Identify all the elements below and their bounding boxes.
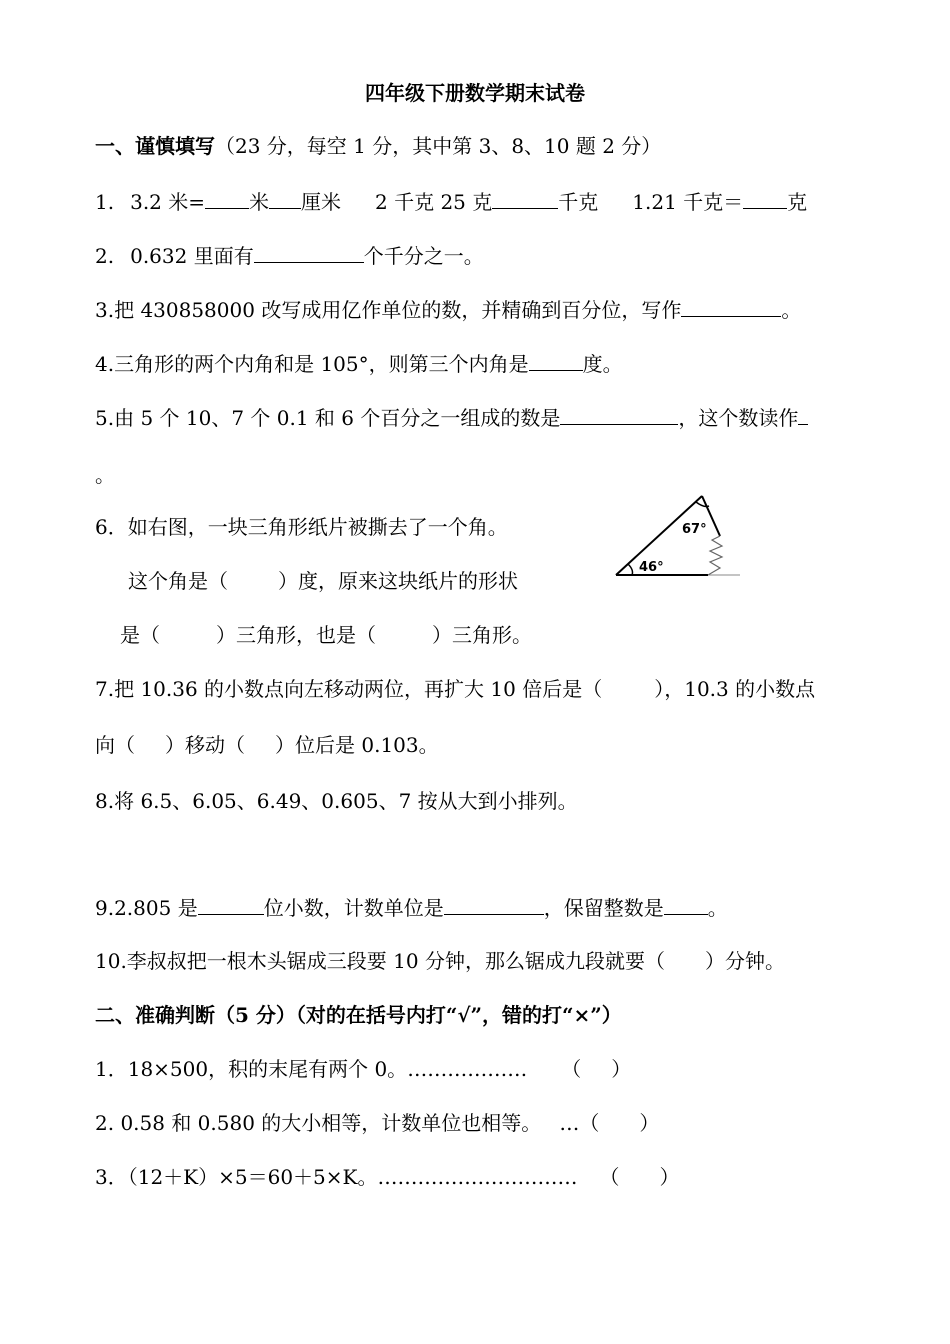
- judge-item-text: 1．18×500，积的末尾有两个 0。: [95, 1057, 408, 1081]
- question-6-line-1: [95, 514, 508, 540]
- dot-leader: ………………: [407, 1057, 528, 1081]
- question-3: [95, 296, 801, 323]
- q5-text-mid: ，这个数读作: [678, 406, 799, 430]
- answer-blank[interactable]: [198, 894, 264, 915]
- q3-text-end: 。: [781, 298, 802, 322]
- section1-heading-label: 一、谨慎填写: [95, 134, 215, 158]
- question-1: [95, 188, 807, 215]
- torn-edge: [708, 536, 722, 575]
- dot-leader: …: [559, 1111, 580, 1135]
- judge-item-text: 3．（12＋K）×5＝60＋5×K。: [95, 1165, 378, 1189]
- q10-text-b: ）分钟。: [704, 949, 785, 973]
- q9-text-a: 9.2.805 是: [95, 896, 198, 920]
- question-10: [95, 948, 785, 974]
- judge-paren-right: ）: [659, 1165, 680, 1189]
- q1-unit-cm: 厘米: [301, 190, 342, 214]
- answer-blank[interactable]: [205, 188, 249, 209]
- q2-number: 2.: [95, 244, 115, 268]
- section1-heading-note: （23 分，每空 1 分，其中第 3、8、10 题 2 分）: [215, 134, 662, 158]
- answer-blank[interactable]: [798, 404, 808, 425]
- q6-text-b: ）度，原来这块纸片的形状: [278, 569, 518, 593]
- answer-blank[interactable]: [681, 296, 781, 317]
- angle-label-top: 67°: [682, 522, 707, 537]
- q7-text-c: 向（: [95, 733, 135, 757]
- judge-item: [95, 1110, 659, 1136]
- question-7-line-1: [95, 676, 815, 702]
- answer-blank[interactable]: [560, 404, 678, 425]
- q7-text-a: 7.把 10.36 的小数点向左移动两位，再扩大 10 倍后是（: [95, 677, 603, 701]
- judge-paren-left: （: [599, 1165, 620, 1189]
- angle-arc-bottom: [628, 564, 633, 575]
- q1-part-b-text: 2 千克 25 克: [375, 190, 493, 214]
- section1-heading: [95, 133, 661, 159]
- page-title: 四年级下册数学期末试卷: [365, 81, 585, 105]
- q1-unit-g: 克: [787, 190, 808, 214]
- q1-part-a-text: 3.2 米=: [130, 190, 206, 214]
- q2-text: 0.632 里面有: [130, 244, 254, 268]
- q10-text-a: 10.李叔叔把一根木头锯成三段要 10 分钟，那么锯成九段就要（: [95, 949, 665, 973]
- answer-blank[interactable]: [492, 188, 558, 209]
- question-7-line-2: [95, 732, 439, 758]
- q7-text-d: ）移动（: [165, 733, 245, 757]
- q5-text-end: 。: [95, 463, 115, 487]
- q8-text: 8.将 6.5、6.05、6.49、0.605、7 按从大到小排列。: [95, 789, 578, 813]
- question-5: [95, 404, 808, 431]
- question-8: [95, 788, 578, 814]
- section2-heading: 二、准确判断（5 分）（对的在括号内打“√”，错的打“×”）: [95, 1003, 622, 1027]
- q9-text-end: 。: [707, 896, 728, 920]
- judge-paren-left: （: [579, 1111, 600, 1135]
- answer-blank[interactable]: [743, 188, 787, 209]
- q1-number: 1.: [95, 190, 115, 214]
- question-5-continued: [95, 462, 115, 488]
- q9-text-b: 位小数，计数单位是: [263, 896, 444, 920]
- answer-blank[interactable]: [664, 894, 708, 915]
- judge-item: [95, 1056, 631, 1082]
- q6-text-c: 是（: [120, 623, 160, 647]
- answer-blank[interactable]: [444, 894, 544, 915]
- judge-paren-left: （: [561, 1057, 582, 1081]
- judge-item-text: 2. 0.58 和 0.580 的大小相等，计数单位也相等。: [95, 1111, 542, 1135]
- q7-text-e: ）位后是 0.103。: [275, 733, 439, 757]
- q3-text: 3.把 430858000 改写成用亿作单位的数，并精确到百分位，写作: [95, 298, 682, 322]
- q4-text: 4.三角形的两个内角和是 105°，则第三个内角是: [95, 352, 529, 376]
- q5-text: 5.由 5 个 10、7 个 0.1 和 6 个百分之一组成的数是: [95, 406, 561, 430]
- q6-text: 6．如右图，一块三角形纸片被撕去了一个角。: [95, 515, 508, 539]
- question-6-line-3: [120, 622, 532, 648]
- question-4: [95, 350, 623, 377]
- question-2: [95, 242, 484, 269]
- q6-text-e: ）三角形。: [432, 623, 532, 647]
- q1-unit-meter: 米: [249, 190, 270, 214]
- answer-blank[interactable]: [269, 188, 301, 209]
- question-6-line-2: [128, 568, 518, 594]
- torn-triangle-figure: [608, 488, 748, 584]
- judge-paren-right: ）: [611, 1057, 632, 1081]
- dot-leader: …………………………: [377, 1165, 578, 1189]
- angle-label-bottom: 46°: [639, 560, 664, 575]
- judge-paren-right: ）: [639, 1111, 660, 1135]
- q7-text-b: ），10.3 的小数点: [654, 677, 816, 701]
- q4-text-end: 度。: [582, 352, 623, 376]
- angle-arc-top: [696, 502, 709, 507]
- q1-part-c-text: 1.21 千克＝: [632, 190, 744, 214]
- answer-blank[interactable]: [529, 350, 583, 371]
- q2-text-end: 个千分之一。: [363, 244, 484, 268]
- q9-text-c: ，保留整数是: [543, 896, 664, 920]
- answer-blank[interactable]: [254, 242, 364, 263]
- q6-text-d: ）三角形，也是（: [216, 623, 376, 647]
- question-9: [95, 894, 728, 921]
- q6-text-a: 这个角是（: [128, 569, 228, 593]
- q1-unit-kg: 千克: [558, 190, 599, 214]
- judge-item: [95, 1164, 679, 1190]
